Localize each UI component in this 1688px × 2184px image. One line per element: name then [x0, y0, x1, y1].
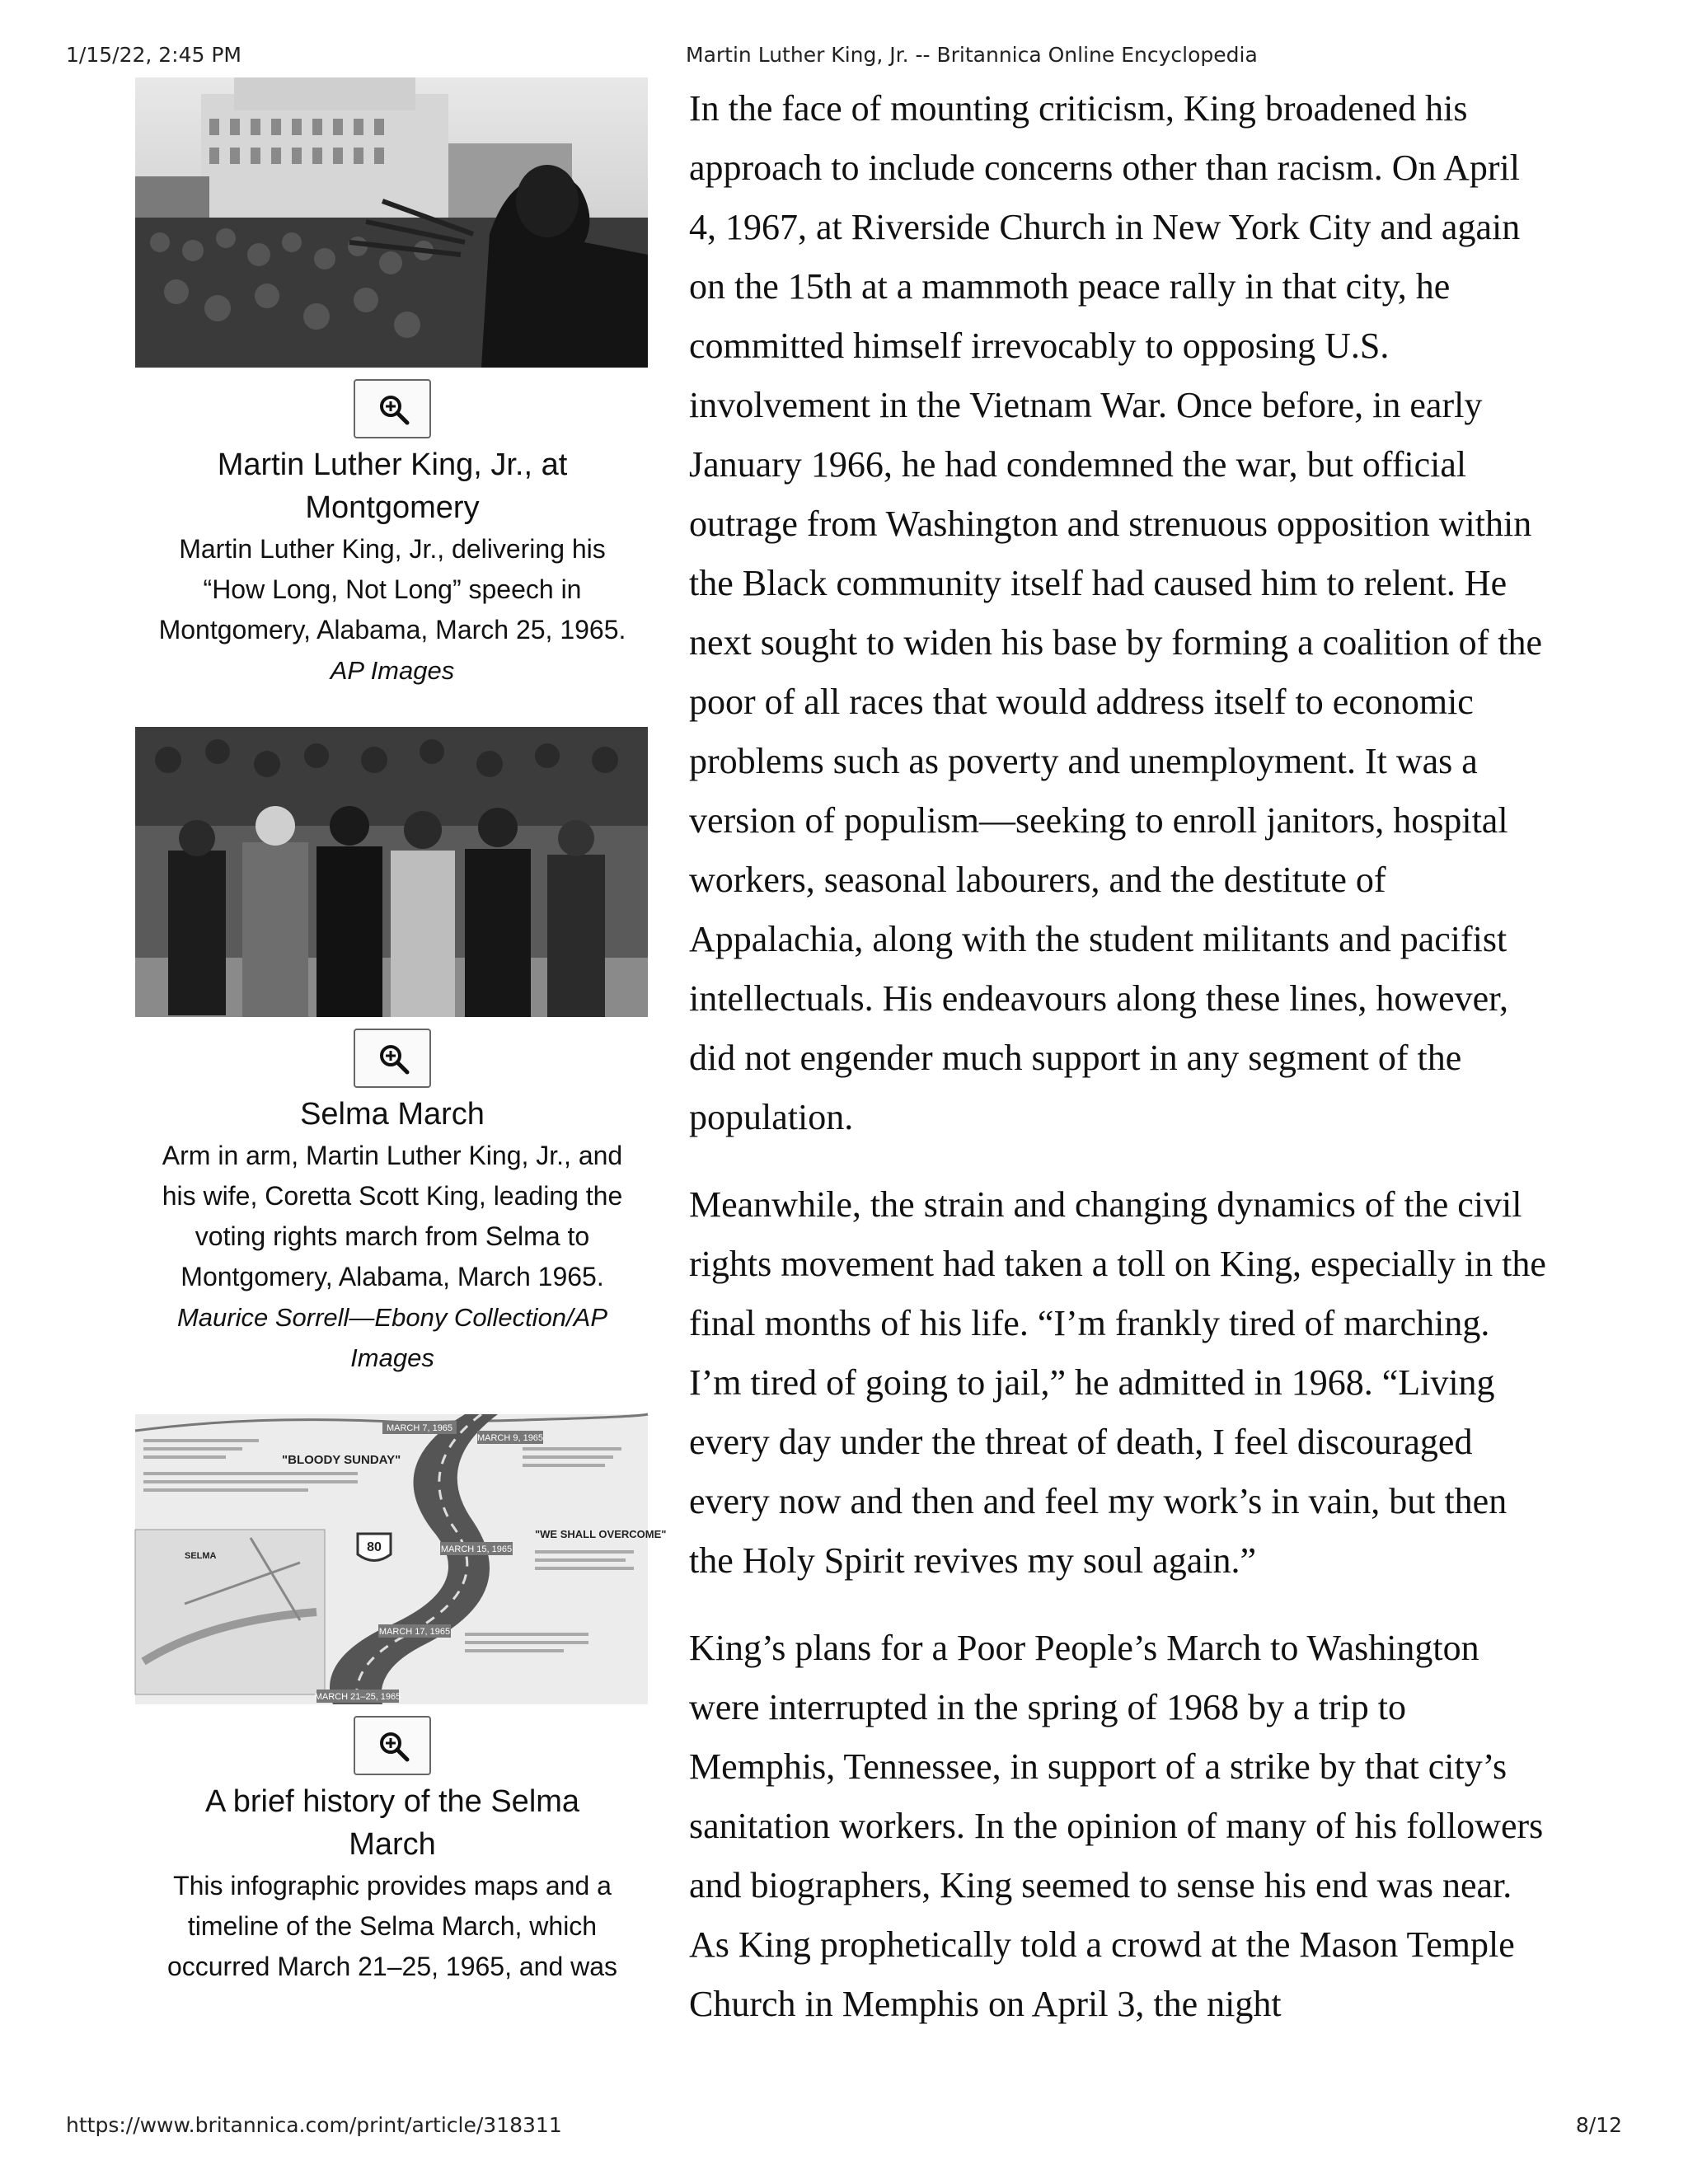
- figure-description: This infographic provides maps and a timeline of the Selma March, which occurred March 21–25, 1965, and was: [166, 1871, 618, 1981]
- route-80-shield: [358, 1534, 391, 1561]
- figure-title: A brief history of the Selma March: [204, 1784, 580, 1862]
- zoom-in-icon: [377, 1043, 410, 1076]
- article-paragraph: In the face of mounting criticism, King broadened his approach to include concerns other than racism. On April 4, 1967, at Riverside Church in New York City and again on the 15th at a mammoth peace rally in that city, he committed himself irrevocably to opposing U.S. involvement in the Vietnam War. Once before, in early January 1966, he had condemned the war, but official outrage from Washington and strenuous opposition within the Black community itself had caused him to relent. He next sought to widen his base by forming a coalition of the poor of all races that would address itself to economic problems such as poverty and unemployment. It was a version of populism—seeking to enroll janitors, hospital workers, seasonal labourers, and the destitute of Appalachia, along with the student militants and pacifist intellectuals. His endeavours along these lines, however, did not engender much support in any segment of the population.: [689, 88, 1543, 1137]
- print-page-title: Martin Luther King, Jr. -- Britannica Online Encyclopedia: [686, 43, 1258, 67]
- zoom-button[interactable]: [354, 1029, 431, 1088]
- photo-montgomery-image: [135, 77, 648, 368]
- we-shall-overcome-label: "WE SHALL OVERCOME": [535, 1528, 667, 1540]
- date-tag-march-15: MARCH 15, 1965: [440, 1544, 513, 1554]
- figure-credit: AP Images: [330, 656, 455, 685]
- date-tag-march-7: MARCH 7, 1965: [386, 1423, 453, 1433]
- date-tag-march-21-25: MARCH 21–25, 1965: [314, 1692, 401, 1702]
- infographic-selma-march[interactable]: [135, 1414, 667, 1704]
- photo-selma-march-image: [135, 727, 648, 1017]
- figure-description: Martin Luther King, Jr., delivering his “How Long, Not Long” speech in Montgomery, Alabama, March 25, 1965.: [158, 534, 626, 644]
- article-body: [689, 79, 1546, 2062]
- date-tag-march-17: MARCH 17, 1965: [378, 1627, 451, 1637]
- figure-montgomery: [135, 77, 649, 691]
- figure-title: Selma March: [300, 1097, 485, 1132]
- figure-selma-infographic: [135, 1414, 667, 1987]
- bloody-sunday-label: "BLOODY SUNDAY": [282, 1453, 401, 1467]
- figure-description: Arm in arm, Martin Luther King, Jr., and his wife, Coretta Scott King, leading the voting rights march from Selma to Montgomery, Alabama, March 1965.: [162, 1141, 623, 1291]
- article-paragraph: King’s plans for a Poor People’s March to Washington were interrupted in the spring of 1968 by a trip to Memphis, Tennessee, in support of a strike by that city’s sanitation workers. In the opinion of many of his followers and biographers, King seemed to sense his end was near. As King prophetically told a crowd at the Mason Temple Church in Memphis on April 3, the night: [689, 1628, 1544, 2024]
- date-tag-march-9: MARCH 9, 1965: [476, 1433, 544, 1443]
- figure-credit: Maurice Sorrell—Ebony Collection/AP Images: [176, 1303, 608, 1372]
- infographic-image: [135, 1414, 667, 1704]
- media-sidebar: [135, 77, 667, 1987]
- zoom-button[interactable]: [354, 379, 431, 438]
- figure-title: Martin Luther King, Jr., at Montgomery: [217, 448, 568, 525]
- page-number: 8/12: [1575, 2113, 1622, 2137]
- photo-selma-march[interactable]: [135, 727, 648, 1017]
- zoom-in-icon: [377, 1730, 410, 1763]
- article-paragraph: Meanwhile, the strain and changing dynamics of the civil rights movement had taken a toll on King, especially in the final months of his life. “I’m frankly tired of marching. I’m tired of going to jail,” he admitted in 1968. “Living every day under the threat of death, I feel discouraged every now and then and feel my work’s in vain, but then the Holy Spirit revives my soul again.”: [689, 1184, 1546, 1581]
- route-80-label: 80: [367, 1540, 382, 1554]
- zoom-in-icon: [377, 393, 410, 426]
- print-url: https://www.britannica.com/print/article/318311: [66, 2113, 562, 2137]
- photo-montgomery[interactable]: [135, 77, 648, 368]
- selma-label: SELMA: [185, 1551, 217, 1561]
- print-datetime: 1/15/22, 2:45 PM: [66, 43, 242, 67]
- zoom-button[interactable]: [354, 1716, 431, 1775]
- figure-selma-march: [135, 727, 649, 1378]
